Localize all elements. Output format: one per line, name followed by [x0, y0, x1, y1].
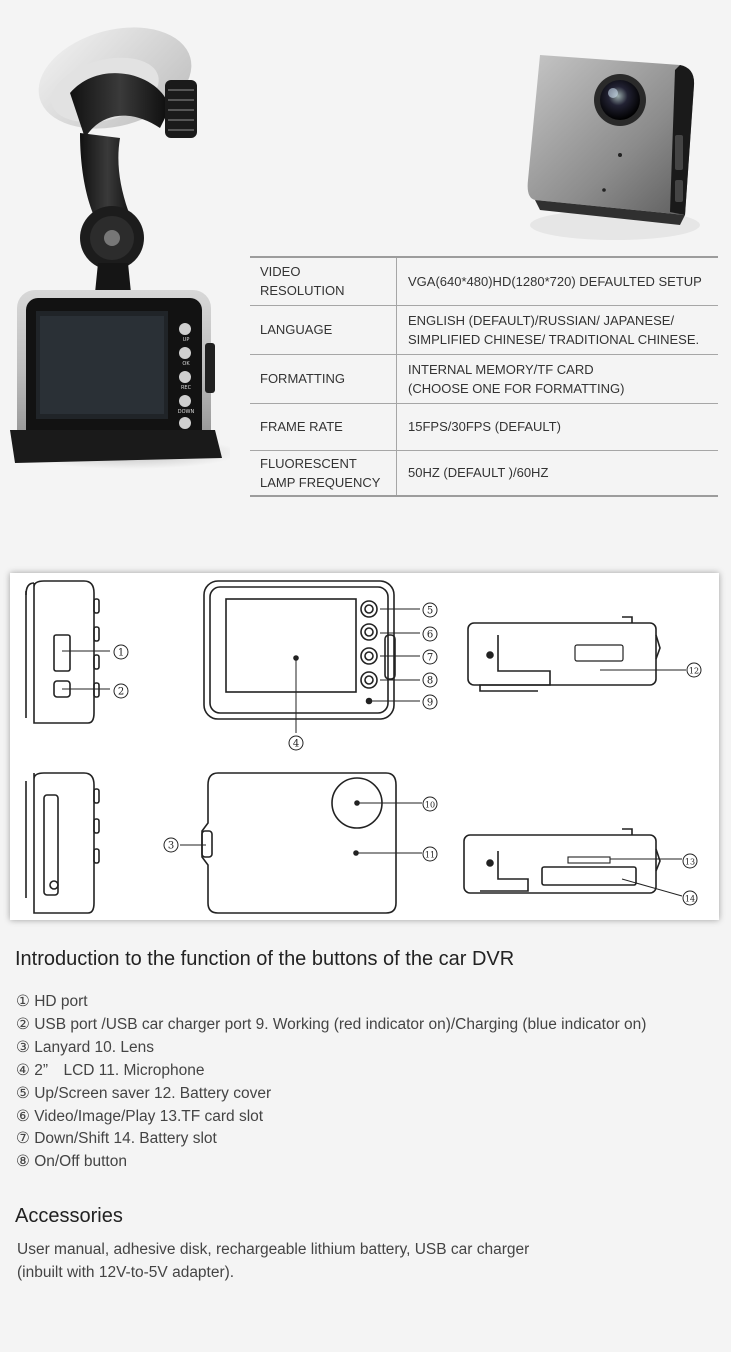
bottom-view-right [464, 829, 660, 893]
list-item: ⑦ Down/Shift 14. Battery slot [16, 1130, 217, 1148]
accessories-text: User manual, adhesive disk, rechargeable lithium battery, USB car charger (inbuilt with 12V-to-5V adapter). [17, 1241, 530, 1281]
dvr-line-diagram [10, 573, 719, 920]
spec-value: INTERNAL MEMORY/TF CARD (CHOOSE ONE FOR FORMATTING) [397, 354, 719, 403]
spec-label: LANGUAGE [250, 305, 397, 354]
spec-value: ENGLISH (DEFAULT)/RUSSIAN/ JAPANESE/ SIMPLIFIED CHINESE/ TRADITIONAL CHINESE. [397, 305, 719, 354]
side-view-left [26, 581, 110, 723]
back-view [202, 773, 396, 913]
accessories-heading: Accessories [15, 1205, 123, 1227]
device-button-label: DOWN [177, 409, 195, 415]
callout-2: 2 [117, 686, 125, 698]
spec-value: VGA(640*480)HD(1280*720) DEFAULTED SETUP [397, 257, 719, 305]
list-item: ⑥ Video/Image/Play 13.TF card slot [16, 1107, 264, 1125]
callout-7: 7 [426, 652, 434, 664]
front-view [204, 581, 395, 719]
device-button-label: OK [182, 361, 190, 367]
callout-3: 3 [167, 840, 175, 852]
callout-14: 14 [684, 894, 696, 904]
intro-heading: Introduction to the function of the buttons of the car DVR [15, 948, 515, 970]
callout-12: 12 [688, 666, 700, 676]
callout-13: 13 [684, 857, 696, 867]
spec-row [250, 403, 718, 450]
device-button-label: UP [182, 337, 190, 343]
list-item: ⑤ Up/Screen saver 12. Battery cover [16, 1084, 272, 1102]
spec-table [250, 256, 718, 497]
spec-row [250, 305, 718, 354]
spec-label: FRAME RATE [250, 403, 397, 450]
callout-11: 11 [424, 850, 436, 860]
callout-1: 1 [117, 647, 125, 659]
spec-label: VIDEO RESOLUTION [250, 257, 397, 305]
spec-label: FLUORESCENT LAMP FREQUENCY [250, 450, 397, 496]
spec-value: 15FPS/30FPS (DEFAULT) [397, 403, 719, 450]
dvr-back-photo [520, 40, 710, 245]
spec-row [250, 450, 718, 496]
list-item: ① HD port [16, 993, 88, 1010]
spec-row [250, 257, 718, 305]
callout-5: 5 [426, 605, 434, 617]
spec-row [250, 354, 718, 403]
callout-10: 10 [424, 800, 436, 810]
list-item: ④ 2” LCD 11. Microphone [16, 1061, 205, 1079]
spec-label: FORMATTING [250, 354, 397, 403]
callout-9: 9 [426, 697, 434, 709]
callout-6: 6 [426, 629, 434, 641]
spec-value: 50HZ (DEFAULT )/60HZ [397, 450, 719, 496]
side-view-left-2 [26, 773, 99, 913]
top-view-right [468, 617, 660, 691]
list-item: ② USB port /USB car charger port 9. Working (red indicator on)/Charging (blue indicator on) [16, 1015, 647, 1033]
device-button-label: REC [180, 385, 192, 391]
callout-8: 8 [426, 675, 434, 687]
list-item: ③ Lanyard 10. Lens [16, 1038, 154, 1056]
dvr-mount-photo [10, 18, 230, 478]
button-function-list [16, 991, 646, 1174]
callout-4: 4 [292, 738, 300, 750]
list-item: ⑧ On/Off button [16, 1153, 127, 1171]
